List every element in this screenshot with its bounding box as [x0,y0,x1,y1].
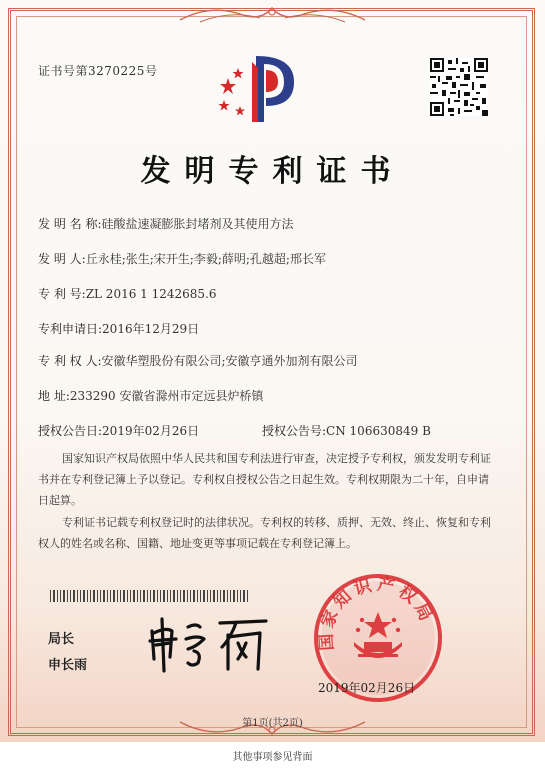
certificate-number: 证书号第3270225号 [38,64,158,78]
field-value: 硅酸盐速凝膨胀封堵剂及其使用方法 [101,217,294,231]
footer-note: 其他事项参见背面 [232,752,313,763]
top-ornament [170,2,375,24]
page-number: 第1页(共2页) [242,718,303,729]
seal-date: 2019年02月26日 [318,681,416,695]
field-value: 2019年02月26日 [102,424,200,438]
field-value: 233290 安徽省滁州市定远县炉桥镇 [69,389,264,403]
field-label: 专 利 号: [38,287,86,301]
cnipa-logo-icon [212,48,307,126]
field-label: 专利申请日: [38,322,103,336]
field-address [38,387,263,404]
field-application-date [38,320,199,337]
field-label: 授权公告号: [262,424,327,438]
field-invention-name [38,215,294,232]
field-label: 发 明 人: [38,252,86,266]
signatory-title: 局长 [48,632,75,647]
field-value: 安徽华塑股份有限公司;安徽亨通外加剂有限公司 [101,354,358,368]
document-title: 发明专利证书 [140,154,405,189]
field-patentee [38,352,358,369]
signatory-name: 申长雨 [48,658,88,673]
field-label: 专 利 权 人: [38,354,102,368]
field-label: 授权公告日: [38,424,103,438]
field-value: 2016年12月29日 [102,322,200,336]
field-grant-number [262,422,431,439]
field-value: 丘永桂;张生;宋开生;李毅;薛明;孔越超;邢长军 [85,252,326,266]
field-patent-number [38,285,217,302]
field-value: CN 106630849 B [326,424,431,438]
statement-paragraph-1: 国家知识产权局依照中华人民共和国专利法进行审查，决定授予专利权，颁发发明专利证书并在专利登记簿上予以登记。专利权自授权公告之日起生效。专利权期限为二十年，自申请日起算。 [38,452,491,507]
qr-code-icon [430,58,488,116]
field-inventors [38,250,326,267]
statement-paragraph-2: 专利证书记载专利权登记时的法律状况。专利权的转移、质押、无效、终止、恢复和专利权人的姓名或名称、国籍、地址变更等事项记载在专利登记簿上。 [38,516,491,550]
field-grant-date [38,422,199,439]
field-label: 地 址: [38,389,70,403]
handwritten-signature [142,613,272,675]
seal-text: 国家知识产权局 [316,574,438,652]
field-label: 发 明 名 称: [38,217,102,231]
barcode-strip [50,590,250,602]
field-value: ZL 2016 1 1242685.6 [85,287,217,301]
